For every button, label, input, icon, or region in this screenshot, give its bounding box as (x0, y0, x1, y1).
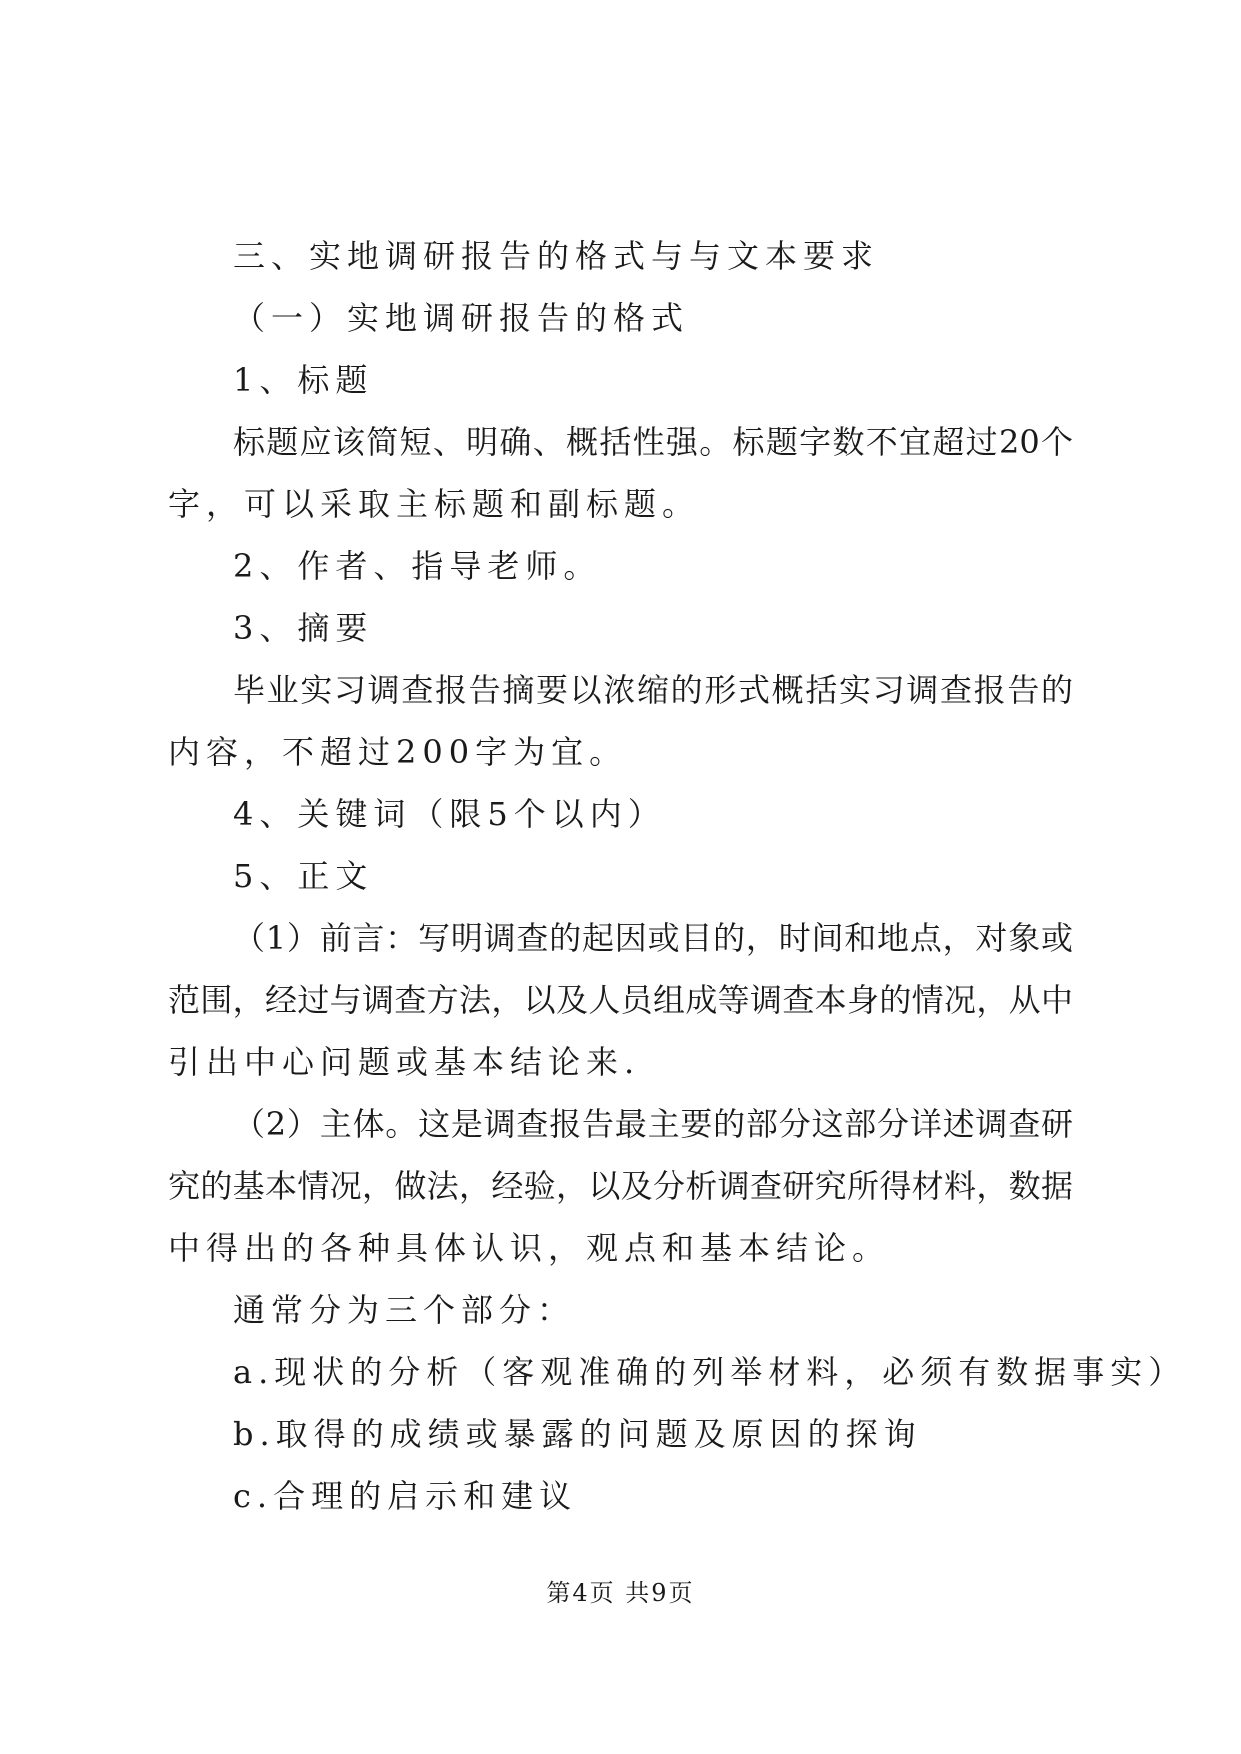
list-item-a: a.现状的分析（客观准确的列举材料，必须有数据事实） (233, 1353, 1187, 1391)
paragraph-line: 通常分为三个部分： (233, 1291, 576, 1329)
item-heading-author: 2、作者、指导老师。 (233, 547, 602, 585)
paragraph-line: 字，可以采取主标题和副标题。 (168, 485, 701, 523)
paragraph-text: （2）主体。这是调查报告最主要的部分这部分详述调查研 (233, 1105, 1073, 1143)
list-item-c: c.合理的启示和建议 (233, 1477, 578, 1515)
paragraph-line (233, 1104, 1073, 1144)
section-heading: 三、实地调研报告的格式与与文本要求 (233, 237, 880, 275)
paragraph-text: 毕业实习调查报告摘要以浓缩的形式概括实习调查报告的 (233, 671, 1073, 709)
list-item-b: b.取得的成绩或暴露的问题及原因的探询 (233, 1415, 922, 1453)
paragraph-text: （1）前言：写明调查的起因或目的，时间和地点，对象或 (233, 919, 1073, 957)
paragraph-line: 引出中心问题或基本结论来. (168, 1043, 641, 1081)
page-number-footer: 第4页 共9页 (546, 1579, 695, 1607)
paragraph-line (233, 422, 1073, 462)
paragraph-text: 究的基本情况，做法，经验，以及分析调查研究所得材料，数据 (168, 1167, 1073, 1205)
paragraph-text: 标题应该简短、明确、概括性强。标题字数不宜超过20个 (233, 423, 1073, 461)
paragraph-line (168, 1166, 1073, 1206)
subsection-heading: （一）实地调研报告的格式 (233, 299, 690, 337)
item-heading-body: 5、正文 (233, 857, 374, 895)
paragraph-text: 范围，经过与调查方法，以及人员组成等调查本身的情况，从中 (168, 981, 1073, 1019)
item-heading-keywords: 4、关键词（限5个以内） (233, 795, 666, 833)
item-heading-abstract: 3、摘要 (233, 609, 374, 647)
item-heading-title: 1、标题 (233, 361, 374, 399)
paragraph-line (233, 670, 1073, 710)
paragraph-line: 内容，不超过200字为宜。 (168, 733, 628, 771)
paragraph-line (168, 980, 1073, 1020)
paragraph-line (233, 918, 1073, 958)
paragraph-line: 中得出的各种具体认识，观点和基本结论。 (168, 1229, 891, 1267)
